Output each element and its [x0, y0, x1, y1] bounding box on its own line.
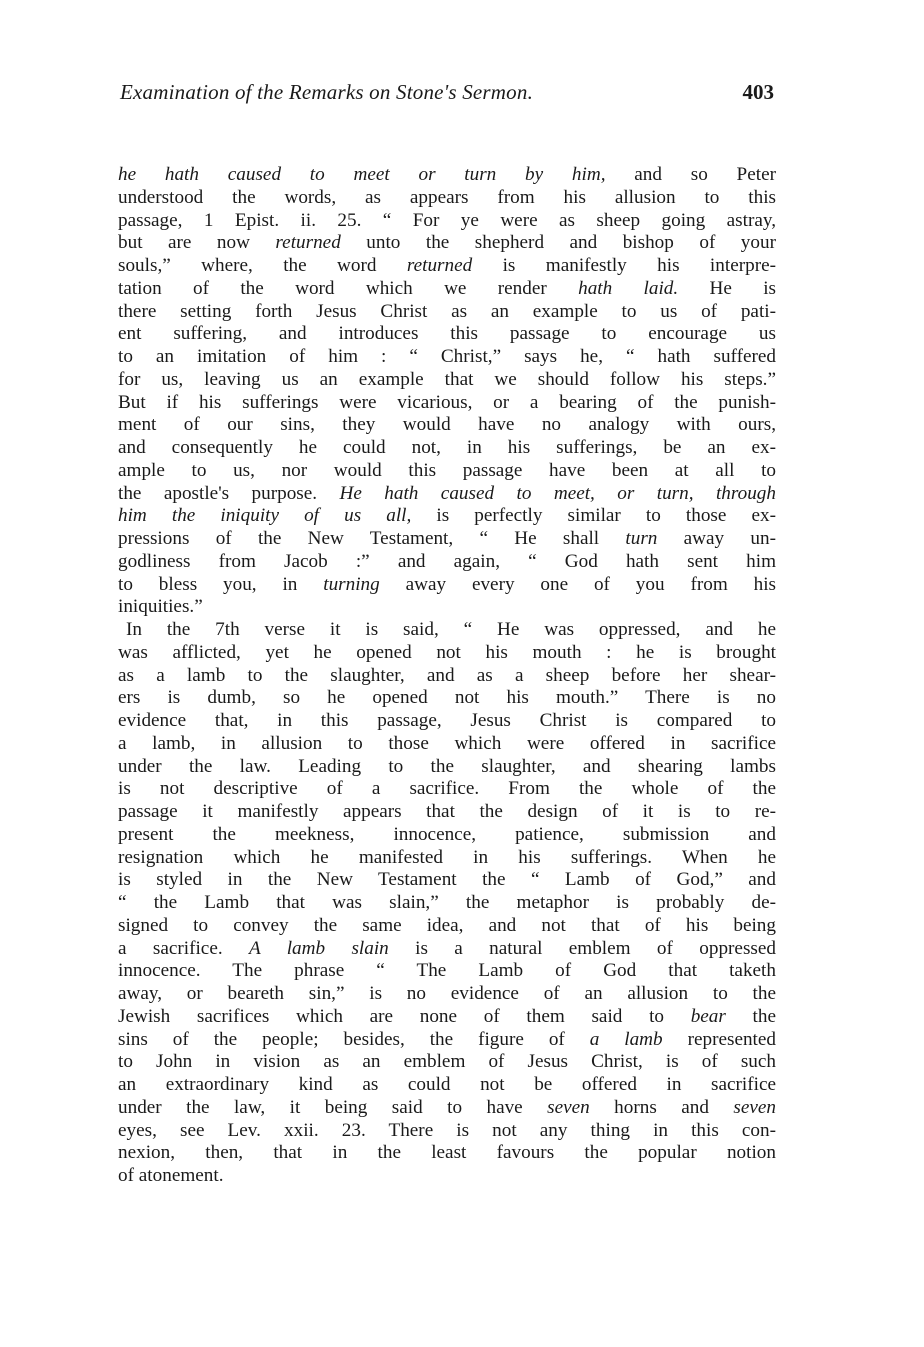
- text-line: [118, 505, 776, 528]
- text-span: to John in vision as an emblem of Jesus Christ, is of such: [118, 1051, 776, 1073]
- page-header: [118, 80, 776, 106]
- running-title: Examination of the Remarks on Stone's Sermon.: [120, 80, 534, 104]
- text-line: [118, 665, 776, 688]
- italic-text: returned: [275, 232, 341, 254]
- text-span: is perfectly similar to those ex-: [411, 505, 776, 527]
- text-line: [118, 460, 776, 483]
- text-line: [118, 369, 776, 392]
- text-line: [118, 983, 776, 1006]
- text-line: [118, 255, 776, 278]
- text-line: [118, 437, 776, 460]
- text-span: and so Peter: [605, 164, 776, 185]
- text-line: [118, 915, 776, 938]
- text-span: for us, leaving us an example that we should follow his steps.”: [118, 368, 776, 390]
- italic-text: him the iniquity of us all,: [118, 505, 412, 527]
- text-line: [118, 596, 776, 619]
- text-span: But if his sufferings were vicarious, or a bearing of the punish-: [118, 391, 776, 413]
- text-span: evidence that, in this passage, Jesus Christ is compared to: [118, 710, 776, 731]
- italic-text: A lamb slain: [249, 937, 389, 959]
- text-span: is not descriptive of a sacrifice. From the whole of the: [118, 778, 776, 800]
- italic-text: bear: [690, 1005, 726, 1027]
- text-span: ment of our sins, they would have no analogy with ours,: [118, 414, 776, 436]
- text-line: [118, 528, 776, 551]
- text-span: the apostle's purpose.: [118, 482, 340, 504]
- italic-text: turning: [323, 573, 380, 595]
- text-span: ent suffering, and introduces this passage to encourage us: [118, 323, 776, 345]
- text-line: [118, 187, 776, 210]
- text-line: [118, 1074, 776, 1097]
- text-line: [118, 483, 776, 506]
- text-span: a sacrifice.: [118, 937, 249, 959]
- text-line: [118, 1051, 776, 1074]
- text-line: [118, 1097, 776, 1120]
- text-span: pressions of the New Testament, “ He shall: [118, 528, 626, 549]
- text-span: under the law, it being said to have: [118, 1096, 548, 1118]
- text-line: [118, 323, 776, 346]
- text-span: eyes, see Lev. xxii. 23. There is not any thing in this con-: [118, 1119, 776, 1141]
- text-span: souls,” where, the word: [118, 255, 407, 276]
- text-line: [118, 164, 776, 187]
- text-span: resignation which he manifested in his sufferings. When he: [118, 846, 776, 868]
- text-span: “ the Lamb that was slain,” the metaphor is probably de-: [118, 892, 776, 913]
- text-span: unto the shepherd and bishop of your: [340, 232, 776, 254]
- text-span: to bless you, in: [118, 573, 324, 595]
- text-span: there setting forth Jesus Christ as an example to us of pati-: [118, 300, 776, 322]
- text-line: [118, 414, 776, 437]
- text-line: [118, 824, 776, 847]
- text-span: godliness from Jacob :” and again, “ God hath sent him: [118, 550, 776, 572]
- text-span: ers is dumb, so he opened not his mouth.” There is no: [118, 687, 776, 709]
- text-span: as a lamb to the slaughter, and as a sheep before her shear-: [118, 664, 776, 686]
- text-line: [118, 733, 776, 756]
- text-span: passage, 1 Epist. ii. 25. “ For ye were as sheep going astray,: [118, 209, 776, 231]
- text-span: ample to us, nor would this passage have been at all to: [118, 459, 776, 481]
- text-line: [118, 278, 776, 301]
- text-line: [118, 619, 776, 642]
- text-line: [118, 346, 776, 369]
- text-line: [118, 869, 776, 892]
- text-span: away un-: [657, 528, 776, 549]
- text-span: under the law. Leading to the slaughter, and shearing lambs: [118, 755, 776, 777]
- page-number: 403: [742, 80, 774, 104]
- text-span: represented: [662, 1028, 776, 1050]
- text-line: [118, 574, 776, 597]
- text-line: [118, 210, 776, 233]
- text-span: away, or beareth sin,” is no evidence of an allusion to the: [118, 983, 776, 1004]
- text-line: [118, 710, 776, 733]
- text-line: [118, 756, 776, 779]
- italic-text: returned: [406, 255, 473, 276]
- text-line: [118, 960, 776, 983]
- text-span: was afflicted, yet he opened not his mouth : he is brought: [118, 641, 776, 663]
- text-line: [118, 1120, 776, 1143]
- text-line: [118, 1165, 776, 1188]
- text-span: is styled in the New Testament the “ Lamb of God,” and: [118, 869, 776, 891]
- text-line: [118, 392, 776, 415]
- body-text: [118, 164, 776, 1188]
- italic-text: turn: [625, 528, 658, 549]
- text-line: [118, 301, 776, 324]
- italic-text: a lamb: [589, 1028, 663, 1050]
- text-span: but are now: [118, 232, 276, 254]
- text-line: [118, 778, 776, 801]
- text-line: [118, 892, 776, 915]
- text-span: innocence. The phrase “ The Lamb of God that taketh: [118, 960, 776, 982]
- text-span: of atonement.: [118, 1165, 224, 1186]
- text-span: passage it manifestly appears that the design of it is to re-: [118, 801, 776, 822]
- text-span: and consequently he could not, in his sufferings, be an ex-: [118, 437, 776, 458]
- text-span: signed to convey the same idea, and not that of his being: [118, 914, 776, 936]
- italic-text: seven: [733, 1096, 776, 1118]
- text-span: In the 7th verse it is said, “ He was oppressed, and he: [126, 619, 776, 640]
- text-line: [118, 1006, 776, 1029]
- text-line: [118, 1029, 776, 1052]
- text-line: [118, 1142, 776, 1165]
- text-line: [118, 687, 776, 710]
- text-span: horns and: [589, 1096, 734, 1118]
- italic-text: seven: [547, 1096, 590, 1118]
- text-span: Jewish sacrifices which are none of them said to: [118, 1005, 691, 1027]
- text-span: tation of the word which we render: [118, 277, 579, 299]
- text-line: [118, 551, 776, 574]
- text-span: an extraordinary kind as could not be offered in sacrifice: [118, 1074, 776, 1095]
- text-line: [118, 847, 776, 870]
- italic-text: he hath caused to meet or turn by him,: [118, 164, 606, 185]
- text-span: to an imitation of him : “ Christ,” says he, “ hath suffered: [118, 346, 776, 367]
- italic-text: hath laid.: [578, 277, 679, 299]
- italic-text: He hath caused to meet, or turn, through: [339, 482, 776, 504]
- text-span: away every one of you from his: [379, 573, 776, 595]
- text-span: sins of the people; besides, the figure of: [118, 1028, 590, 1050]
- text-span: nexion, then, that in the least favours the popular notion: [118, 1142, 776, 1164]
- text-line: [118, 232, 776, 255]
- text-span: present the meekness, innocence, patience, submission and: [118, 823, 776, 845]
- text-span: is a natural emblem of oppressed: [388, 937, 776, 959]
- text-span: understood the words, as appears from his allusion to this: [118, 186, 776, 208]
- text-line: [118, 801, 776, 824]
- text-span: is manifestly his interpre-: [472, 255, 776, 276]
- text-line: [118, 938, 776, 961]
- text-span: a lamb, in allusion to those which were offered in sacrifice: [118, 732, 776, 754]
- text-span: the: [725, 1005, 776, 1027]
- text-span: iniquities.”: [118, 596, 203, 618]
- text-span: He is: [678, 277, 777, 299]
- text-line: [118, 642, 776, 665]
